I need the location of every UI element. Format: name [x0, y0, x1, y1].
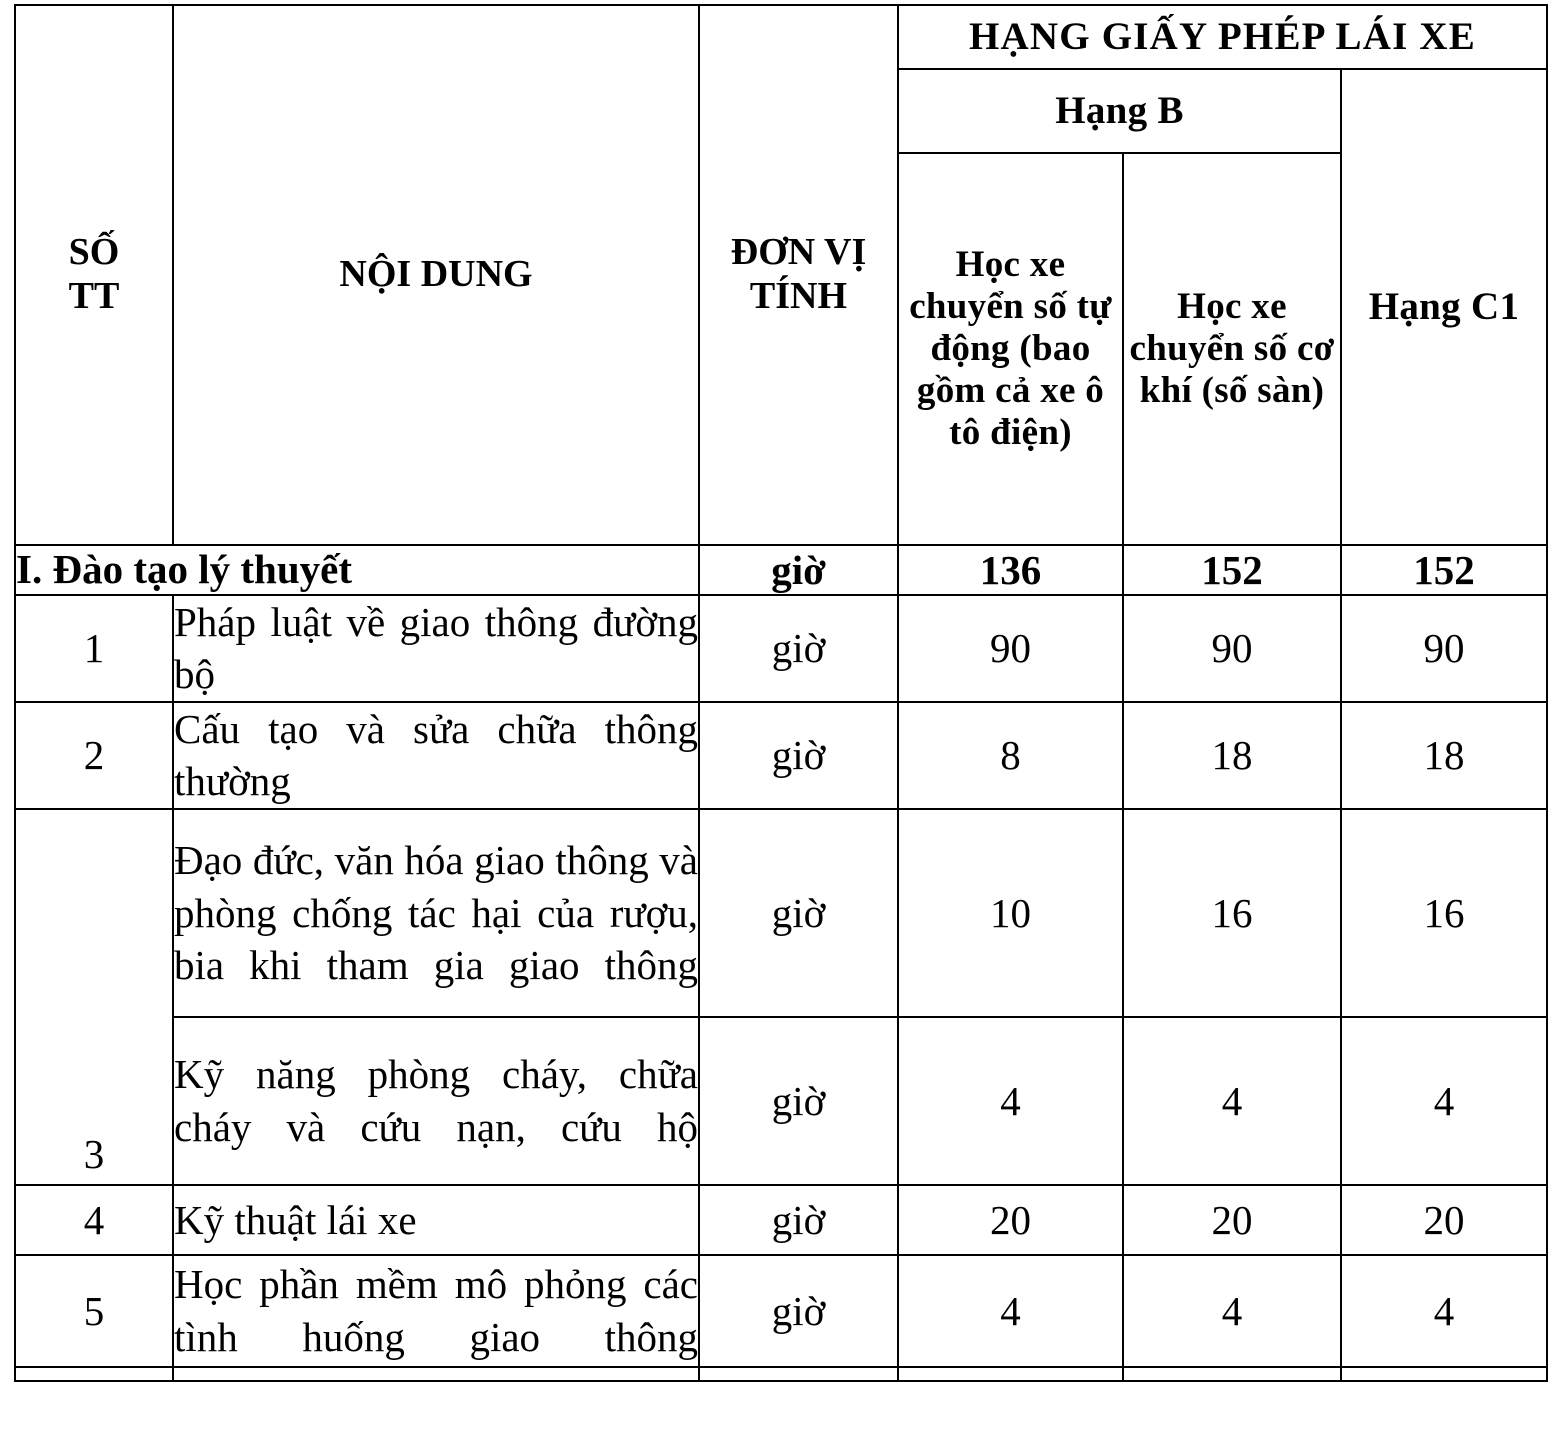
header-cell-hang-b-auto: Học xe chuyển số tự động (bao gồm cả xe ô tô điện) — [898, 153, 1123, 545]
row-value-hang-b-manual: 90 — [1123, 595, 1341, 702]
row-value-hang-b-auto: 4 — [898, 1017, 1123, 1185]
section-title: I. Đào tạo lý thuyết — [15, 545, 699, 595]
row-index: 3 — [15, 809, 173, 1185]
row-content: Học phần mềm mô phỏng các tình huống giao thông — [173, 1255, 699, 1367]
section-unit: giờ — [699, 545, 898, 595]
header-dvt-line2: TÍNH — [749, 275, 848, 317]
table-row-partial — [15, 1367, 1547, 1381]
row-content: Kỹ năng phòng cháy, chữa cháy và cứu nạn, cứu hộ — [173, 1017, 699, 1185]
row-index: 1 — [15, 595, 173, 702]
row-unit: giờ — [699, 1017, 898, 1185]
row-content: Cấu tạo và sửa chữa thông thường — [173, 702, 699, 809]
section-value-hang-b-manual: 152 — [1123, 545, 1341, 595]
header-cell-hang-gplx: HẠNG GIẤY PHÉP LÁI XE — [898, 5, 1547, 69]
table-row — [15, 1185, 1547, 1255]
row-index: 5 — [15, 1255, 173, 1367]
row-unit — [699, 1367, 898, 1381]
header-stt-line1: SỐ — [68, 231, 120, 274]
row-value-hang-b-auto: 10 — [898, 809, 1123, 1017]
section-value-hang-b-auto: 136 — [898, 545, 1123, 595]
section-value-hang-c1: 152 — [1341, 545, 1547, 595]
table-row — [15, 595, 1547, 702]
header-cell-don-vi-tinh — [699, 5, 898, 545]
table-row — [15, 1255, 1547, 1367]
row-value-hang-b-manual: 18 — [1123, 702, 1341, 809]
row-value-hang-c1: 16 — [1341, 809, 1547, 1017]
row-value-hang-b-auto — [898, 1367, 1123, 1381]
row-value-hang-c1: 4 — [1341, 1255, 1547, 1367]
table-header-row-1 — [15, 5, 1547, 69]
header-dvt-line1: ĐƠN VỊ — [730, 231, 867, 274]
header-cell-hang-b-manual: Học xe chuyển số cơ khí (số sàn) — [1123, 153, 1341, 545]
row-value-hang-b-manual: 16 — [1123, 809, 1341, 1017]
row-content: Kỹ thuật lái xe — [173, 1185, 699, 1255]
row-index: 4 — [15, 1185, 173, 1255]
row-value-hang-b-manual: 20 — [1123, 1185, 1341, 1255]
row-value-hang-b-manual: 4 — [1123, 1017, 1341, 1185]
row-value-hang-c1 — [1341, 1367, 1547, 1381]
header-cell-hang-c1: Hạng C1 — [1341, 69, 1547, 545]
row-unit: giờ — [699, 1255, 898, 1367]
row-unit: giờ — [699, 1185, 898, 1255]
row-index: 2 — [15, 702, 173, 809]
training-curriculum-table — [14, 4, 1548, 1382]
row-unit: giờ — [699, 809, 898, 1017]
row-unit: giờ — [699, 595, 898, 702]
row-value-hang-b-manual: 4 — [1123, 1255, 1341, 1367]
row-unit: giờ — [699, 702, 898, 809]
row-value-hang-b-manual — [1123, 1367, 1341, 1381]
row-index — [15, 1367, 173, 1381]
row-value-hang-c1: 90 — [1341, 595, 1547, 702]
table-row — [15, 1017, 1547, 1185]
row-value-hang-b-auto: 4 — [898, 1255, 1123, 1367]
table-row — [15, 809, 1547, 1017]
header-cell-hang-b: Hạng B — [898, 69, 1341, 153]
header-stt-line2: TT — [68, 275, 120, 317]
row-value-hang-c1: 4 — [1341, 1017, 1547, 1185]
row-content: Pháp luật về giao thông đường bộ — [173, 595, 699, 702]
row-value-hang-b-auto: 8 — [898, 702, 1123, 809]
row-content: Đạo đức, văn hóa giao thông và phòng chống tác hại của rượu, bia khi tham gia giao thông — [173, 809, 699, 1017]
table-section-row — [15, 545, 1547, 595]
row-value-hang-c1: 20 — [1341, 1185, 1547, 1255]
row-content — [173, 1367, 699, 1381]
header-cell-noi-dung: NỘI DUNG — [173, 5, 699, 545]
row-value-hang-b-auto: 90 — [898, 595, 1123, 702]
row-value-hang-c1: 18 — [1341, 702, 1547, 809]
header-cell-stt — [15, 5, 173, 545]
table-row — [15, 702, 1547, 809]
row-value-hang-b-auto: 20 — [898, 1185, 1123, 1255]
